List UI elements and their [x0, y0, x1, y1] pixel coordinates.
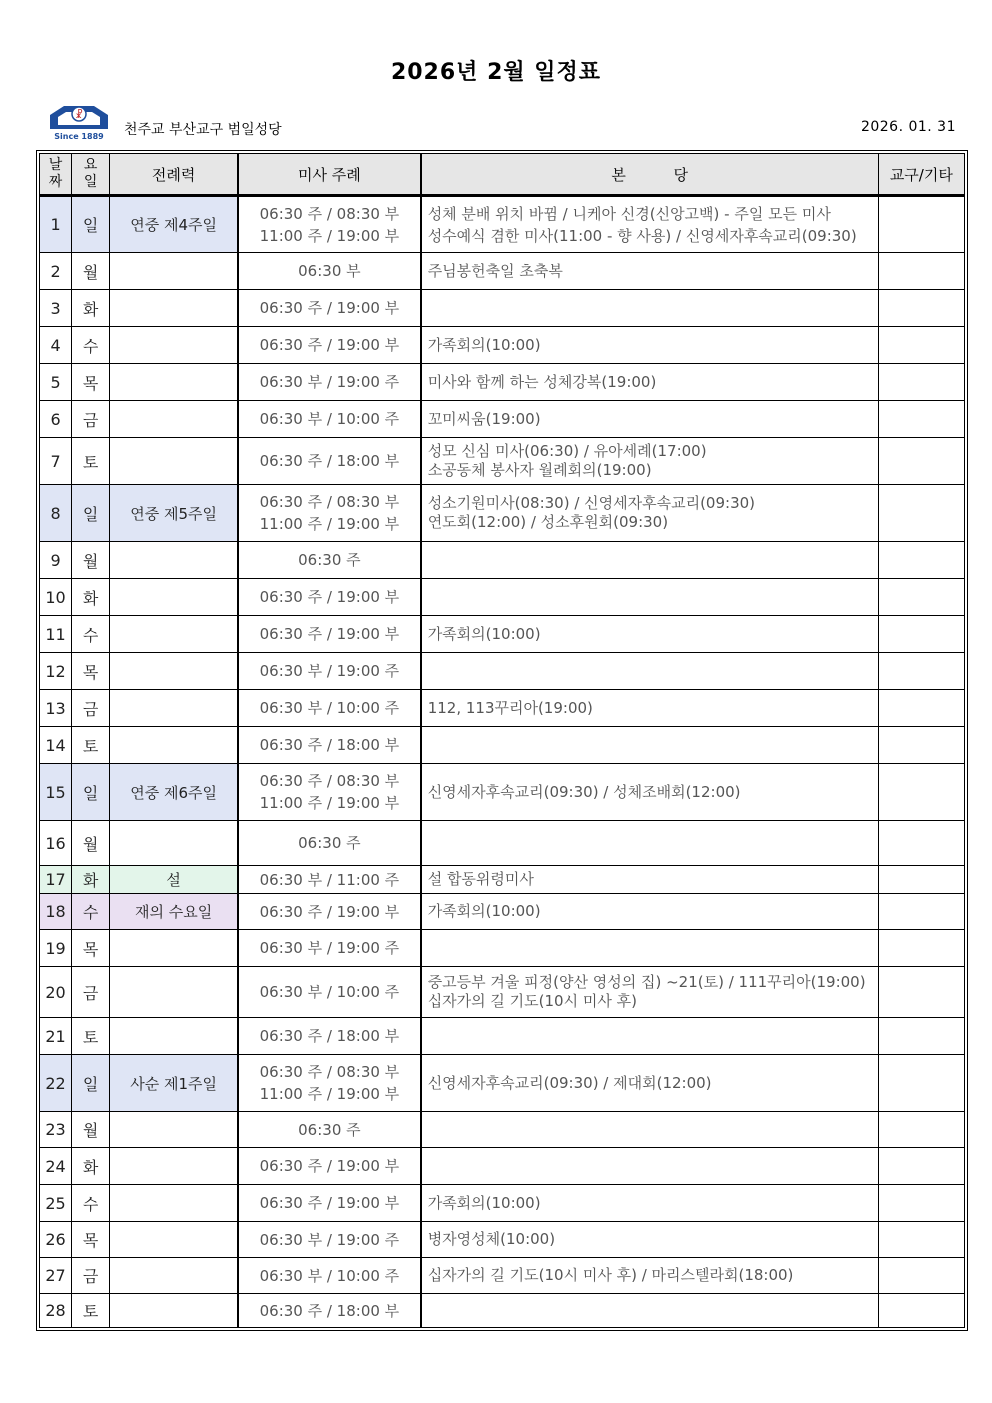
date-cell: 3: [40, 290, 72, 327]
diocese-other-cell: [878, 764, 964, 821]
weekday-cell: 수: [72, 616, 110, 653]
table-row: [40, 653, 965, 690]
column-header-day: 날 짜: [40, 154, 72, 196]
table-row: [40, 1148, 965, 1185]
table-row: [40, 196, 965, 253]
mass-presider-cell: [238, 542, 421, 579]
column-header-liturgy: 전례력: [110, 154, 238, 196]
mass-time-line: 11:00 주 / 19:00 부: [259, 515, 400, 533]
mass-presider-cell: [238, 253, 421, 290]
liturgy-cell: [110, 930, 238, 967]
diocese-other-cell: [878, 364, 964, 401]
table-row: [40, 542, 965, 579]
mass-presider-cell: [238, 485, 421, 542]
weekday-cell: 월: [72, 1112, 110, 1148]
liturgy-cell: 연중 제6주일: [110, 764, 238, 821]
diocese-other-cell: [878, 542, 964, 579]
weekday-cell: 목: [72, 1222, 110, 1258]
liturgy-cell: 사순 제1주일: [110, 1055, 238, 1112]
event-line: 미사와 함께 하는 성체강복(19:00): [427, 372, 657, 391]
event-line: 성소기원미사(08:30) / 신영세자후속교리(09:30): [427, 494, 756, 512]
liturgy-cell: [110, 727, 238, 764]
mass-time-line: 06:30 주 / 08:30 부: [259, 493, 400, 511]
date-cell: 12: [40, 653, 72, 690]
parish-event-cell: [421, 894, 878, 930]
weekday-cell: 금: [72, 967, 110, 1018]
diocese-other-cell: [878, 616, 964, 653]
mass-time-line: 06:30 부 / 19:00 주: [259, 662, 400, 680]
weekday-cell: 토: [72, 727, 110, 764]
date-cell: 8: [40, 485, 72, 542]
mass-presider-cell: [238, 967, 421, 1018]
diocese-other-cell: [878, 401, 964, 438]
schedule-table: [39, 153, 965, 1328]
event-line: 가족회의(10:00): [427, 624, 541, 643]
parish-event-cell: [421, 930, 878, 967]
mass-presider-cell: [238, 866, 421, 894]
schedule-table-frame: [36, 150, 968, 1331]
diocese-other-cell: [878, 196, 964, 253]
mass-time-line: 06:30 주 / 08:30 부: [259, 1063, 400, 1081]
mass-time-line: 06:30 주 / 08:30 부: [259, 204, 400, 223]
weekday-cell: 목: [72, 364, 110, 401]
table-row: [40, 485, 965, 542]
table-row: [40, 327, 965, 364]
table-row: [40, 1294, 965, 1328]
parish-event-cell: [421, 1018, 878, 1055]
mass-presider-cell: [238, 1294, 421, 1328]
date-cell: 22: [40, 1055, 72, 1112]
parish-event-cell: [421, 616, 878, 653]
table-row: [40, 438, 965, 485]
page-title: 2026년 2월 일정표: [390, 60, 602, 85]
mass-presider-cell: [238, 290, 421, 327]
mass-time-line: 06:30 부 / 19:00 주: [259, 373, 400, 391]
weekday-cell: 토: [72, 438, 110, 485]
event-line: 소공동체 봉사자 월례회의(19:00): [427, 461, 652, 479]
table-row: [40, 1112, 965, 1148]
date-cell: 25: [40, 1185, 72, 1222]
liturgy-cell: [110, 1222, 238, 1258]
mass-presider-cell: [238, 821, 421, 866]
date-cell: 21: [40, 1018, 72, 1055]
parish-event-cell: [421, 1294, 878, 1328]
table-row: [40, 930, 965, 967]
liturgy-cell: 재의 수요일: [110, 894, 238, 930]
parish-event-cell: [421, 1112, 878, 1148]
mass-presider-cell: [238, 764, 421, 821]
liturgy-cell: [110, 290, 238, 327]
table-row: [40, 616, 965, 653]
weekday-cell: 일: [72, 764, 110, 821]
liturgy-cell: [110, 579, 238, 616]
diocese-other-cell: [878, 327, 964, 364]
mass-presider-cell: [238, 438, 421, 485]
weekday-cell: 화: [72, 290, 110, 327]
parish-event-cell: [421, 821, 878, 866]
table-row: [40, 866, 965, 894]
parish-event-cell: [421, 438, 878, 485]
organization-header: [46, 101, 956, 141]
mass-time-line: 06:30 부 / 10:00 주: [259, 699, 400, 717]
liturgy-cell: [110, 542, 238, 579]
table-row: [40, 727, 965, 764]
event-line: 112, 113꾸리아(19:00): [427, 698, 593, 717]
parish-event-cell: [421, 1258, 878, 1294]
liturgy-cell: [110, 1018, 238, 1055]
weekday-cell: 금: [72, 401, 110, 438]
table-row: [40, 1055, 965, 1112]
mass-time-line: 06:30 부 / 19:00 주: [259, 1230, 400, 1249]
table-row: [40, 1185, 965, 1222]
liturgy-cell: 연중 제5주일: [110, 485, 238, 542]
date-cell: 7: [40, 438, 72, 485]
mass-time-line: 06:30 주: [298, 551, 361, 569]
parish-event-cell: [421, 1185, 878, 1222]
mass-time-line: 06:30 주 / 19:00 부: [259, 902, 400, 921]
parish-event-cell: [421, 253, 878, 290]
date-cell: 1: [40, 196, 72, 253]
parish-event-cell: [421, 866, 878, 894]
liturgy-cell: [110, 1112, 238, 1148]
event-line: 십자가의 길 기도(10시 미사 후) / 마리스텔라회(18:00): [427, 1266, 794, 1284]
table-row: [40, 579, 965, 616]
mass-presider-cell: [238, 1185, 421, 1222]
table-row: [40, 364, 965, 401]
date-cell: 16: [40, 821, 72, 866]
parish-event-cell: [421, 196, 878, 253]
weekday-cell: 월: [72, 253, 110, 290]
table-header-row: [40, 154, 965, 196]
mass-time-line: 06:30 주 / 19:00 부: [259, 336, 400, 354]
mass-time-line: 06:30 주 / 19:00 부: [259, 625, 400, 643]
event-line: 성체 분배 위치 바뀜 / 니케아 신경(신앙고백) - 주일 모든 미사: [427, 204, 831, 223]
date-cell: 20: [40, 967, 72, 1018]
event-line: 신영세자후속교리(09:30) / 제대회(12:00): [427, 1073, 712, 1092]
mass-time-line: 11:00 주 / 19:00 부: [259, 794, 400, 812]
diocese-other-cell: [878, 653, 964, 690]
diocese-other-cell: [878, 1018, 964, 1055]
parish-event-cell: [421, 727, 878, 764]
weekday-cell: 목: [72, 653, 110, 690]
liturgy-cell: [110, 438, 238, 485]
diocese-other-cell: [878, 1185, 964, 1222]
weekday-cell: 일: [72, 485, 110, 542]
parish-event-cell: [421, 1148, 878, 1185]
liturgy-cell: [110, 690, 238, 727]
mass-time-line: 06:30 주: [298, 834, 361, 852]
mass-time-line: 06:30 주 / 19:00 부: [259, 1194, 400, 1212]
table-row: [40, 1258, 965, 1294]
event-line: 성모 신심 미사(06:30) / 유아세례(17:00): [427, 442, 707, 460]
mass-time-line: 11:00 주 / 19:00 부: [259, 1085, 400, 1103]
mass-time-line: 11:00 주 / 19:00 부: [259, 226, 400, 245]
diocese-other-cell: [878, 579, 964, 616]
organization-name: 천주교 부산교구 범일성당: [124, 122, 282, 138]
parish-event-cell: [421, 690, 878, 727]
weekday-cell: 토: [72, 1294, 110, 1328]
mass-time-line: 06:30 주: [298, 1120, 361, 1139]
weekday-cell: 월: [72, 821, 110, 866]
event-line: 가족회의(10:00): [427, 335, 541, 354]
table-row: [40, 1222, 965, 1258]
liturgy-cell: [110, 616, 238, 653]
liturgy-cell: [110, 821, 238, 866]
weekday-cell: 금: [72, 1258, 110, 1294]
date-cell: 23: [40, 1112, 72, 1148]
column-header-mass: 미사 주례: [238, 154, 421, 196]
table-row: [40, 764, 965, 821]
date-cell: 6: [40, 401, 72, 438]
mass-presider-cell: [238, 1222, 421, 1258]
date-cell: 24: [40, 1148, 72, 1185]
liturgy-cell: [110, 327, 238, 364]
weekday-cell: 목: [72, 930, 110, 967]
table-row: [40, 1018, 965, 1055]
diocese-other-cell: [878, 894, 964, 930]
parish-event-cell: [421, 579, 878, 616]
event-line: 가족회의(10:00): [427, 1193, 541, 1212]
date-cell: 18: [40, 894, 72, 930]
weekday-cell: 수: [72, 1185, 110, 1222]
date-cell: 27: [40, 1258, 72, 1294]
document-date: 2026. 01. 31: [860, 119, 956, 135]
diocese-other-cell: [878, 690, 964, 727]
column-header-parish: 본 당: [421, 154, 878, 196]
parish-event-cell: [421, 1055, 878, 1112]
liturgy-cell: [110, 253, 238, 290]
parish-event-cell: [421, 327, 878, 364]
svg-text:☧: ☧: [75, 110, 83, 121]
date-cell: 10: [40, 579, 72, 616]
event-line: 연도회(12:00) / 성소후원회(09:30): [427, 513, 669, 531]
mass-time-line: 06:30 주 / 18:00 부: [259, 1027, 400, 1045]
table-row: [40, 967, 965, 1018]
date-cell: 9: [40, 542, 72, 579]
liturgy-cell: [110, 1258, 238, 1294]
mass-time-line: 06:30 부 / 10:00 주: [259, 983, 400, 1001]
mass-time-line: 06:30 부 / 11:00 주: [259, 870, 400, 889]
parish-event-cell: [421, 1222, 878, 1258]
mass-time-line: 06:30 주 / 19:00 부: [259, 299, 400, 317]
event-line: 병자영성체(10:00): [427, 1230, 556, 1248]
date-cell: 2: [40, 253, 72, 290]
date-cell: 15: [40, 764, 72, 821]
diocese-other-cell: [878, 438, 964, 485]
mass-time-line: 06:30 주 / 18:00 부: [259, 452, 400, 470]
table-row: [40, 401, 965, 438]
table-row: [40, 253, 965, 290]
liturgy-cell: [110, 1148, 238, 1185]
parish-event-cell: [421, 290, 878, 327]
mass-time-line: 06:30 주 / 18:00 부: [259, 736, 400, 754]
weekday-cell: 화: [72, 1148, 110, 1185]
event-line: 중고등부 겨울 피정(양산 영성의 집) ~21(토) / 111꾸리아(19:00): [427, 973, 866, 991]
liturgy-cell: [110, 401, 238, 438]
diocese-other-cell: [878, 821, 964, 866]
mass-time-line: 06:30 부 / 19:00 주: [259, 939, 400, 957]
date-cell: 11: [40, 616, 72, 653]
mass-presider-cell: [238, 616, 421, 653]
parish-event-cell: [421, 542, 878, 579]
weekday-cell: 화: [72, 866, 110, 894]
mass-presider-cell: [238, 327, 421, 364]
weekday-cell: 토: [72, 1018, 110, 1055]
date-cell: 28: [40, 1294, 72, 1328]
liturgy-cell: [110, 967, 238, 1018]
diocese-other-cell: [878, 290, 964, 327]
parish-event-cell: [421, 364, 878, 401]
diocese-other-cell: [878, 866, 964, 894]
date-cell: 19: [40, 930, 72, 967]
weekday-cell: 금: [72, 690, 110, 727]
diocese-other-cell: [878, 1112, 964, 1148]
diocese-other-cell: [878, 1148, 964, 1185]
mass-presider-cell: [238, 894, 421, 930]
diocese-other-cell: [878, 1222, 964, 1258]
diocese-other-cell: [878, 253, 964, 290]
table-row: [40, 690, 965, 727]
mass-presider-cell: [238, 1148, 421, 1185]
table-row: [40, 290, 965, 327]
event-line: 설 합동위령미사: [427, 870, 534, 888]
table-row: [40, 894, 965, 930]
parish-event-cell: [421, 764, 878, 821]
mass-presider-cell: [238, 1018, 421, 1055]
liturgy-cell: [110, 653, 238, 690]
mass-presider-cell: [238, 579, 421, 616]
parish-event-cell: [421, 485, 878, 542]
mass-presider-cell: [238, 727, 421, 764]
parish-event-cell: [421, 401, 878, 438]
liturgy-cell: 연중 제4주일: [110, 196, 238, 253]
mass-time-line: 06:30 주 / 19:00 부: [259, 1157, 400, 1175]
mass-time-line: 06:30 부 / 10:00 주: [259, 410, 400, 428]
event-line: 십자가의 길 기도(10시 미사 후): [427, 992, 637, 1010]
table-row: [40, 821, 965, 866]
mass-presider-cell: [238, 1112, 421, 1148]
mass-time-line: 06:30 부 / 10:00 주: [259, 1266, 400, 1285]
date-cell: 5: [40, 364, 72, 401]
event-line: 주님봉헌축일 초축복: [427, 261, 563, 280]
mass-presider-cell: [238, 653, 421, 690]
mass-presider-cell: [238, 690, 421, 727]
liturgy-cell: 설: [110, 866, 238, 894]
weekday-cell: 수: [72, 894, 110, 930]
mass-presider-cell: [238, 1055, 421, 1112]
mass-time-line: 06:30 주 / 18:00 부: [259, 1301, 400, 1320]
weekday-cell: 월: [72, 542, 110, 579]
diocese-other-cell: [878, 485, 964, 542]
weekday-cell: 일: [72, 196, 110, 253]
parish-event-cell: [421, 653, 878, 690]
date-cell: 14: [40, 727, 72, 764]
column-header-weekday: 요 일: [72, 154, 110, 196]
date-cell: 17: [40, 866, 72, 894]
mass-presider-cell: [238, 1258, 421, 1294]
diocese-other-cell: [878, 1258, 964, 1294]
event-line: 꼬미씨움(19:00): [427, 409, 541, 428]
liturgy-cell: [110, 1294, 238, 1328]
mass-presider-cell: [238, 930, 421, 967]
date-cell: 13: [40, 690, 72, 727]
column-header-other: 교구/기타: [878, 154, 964, 196]
weekday-cell: 화: [72, 579, 110, 616]
weekday-cell: 수: [72, 327, 110, 364]
mass-presider-cell: [238, 196, 421, 253]
liturgy-cell: [110, 1185, 238, 1222]
diocese-other-cell: [878, 1294, 964, 1328]
date-cell: 26: [40, 1222, 72, 1258]
liturgy-cell: [110, 364, 238, 401]
parish-event-cell: [421, 967, 878, 1018]
parish-logo-icon: [46, 101, 112, 141]
mass-presider-cell: [238, 364, 421, 401]
diocese-other-cell: [878, 930, 964, 967]
event-line: 신영세자후속교리(09:30) / 성체조배회(12:00): [427, 782, 741, 801]
event-line: 가족회의(10:00): [427, 902, 541, 920]
mass-time-line: 06:30 부: [298, 262, 361, 280]
weekday-cell: 일: [72, 1055, 110, 1112]
mass-presider-cell: [238, 401, 421, 438]
date-cell: 4: [40, 327, 72, 364]
mass-time-line: 06:30 주 / 08:30 부: [259, 772, 400, 790]
mass-time-line: 06:30 주 / 19:00 부: [259, 588, 400, 606]
diocese-other-cell: [878, 967, 964, 1018]
event-line: 성수예식 겸한 미사(11:00 - 향 사용) / 신영세자후속교리(09:30): [427, 226, 857, 245]
logo-text: Since 1889: [54, 132, 104, 141]
schedule-rows: [40, 196, 965, 1328]
diocese-other-cell: [878, 727, 964, 764]
diocese-other-cell: [878, 1055, 964, 1112]
